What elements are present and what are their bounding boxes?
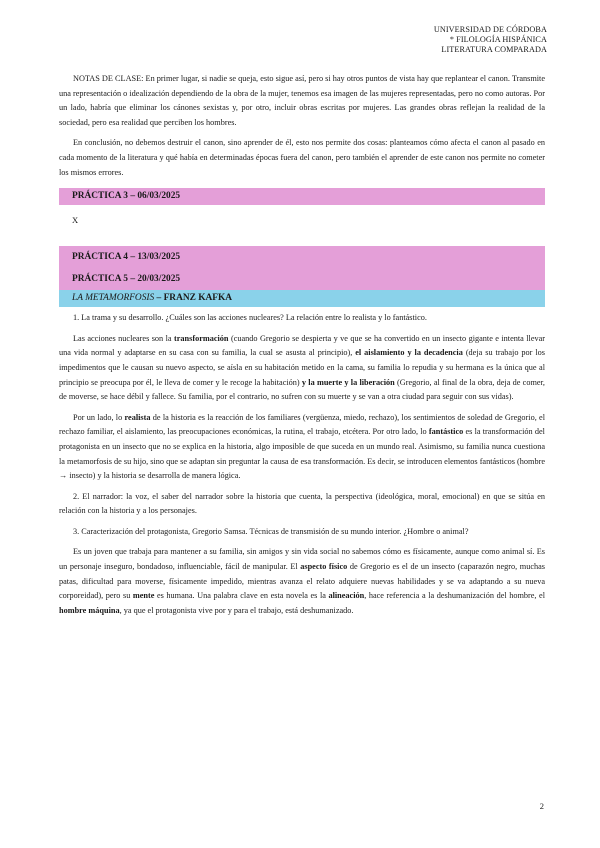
term-transformacion: transformación [173, 333, 229, 343]
answer-3-character: Es un joven que trabaja para mantener a su familia, sin amigos y sin vida social no sabemos cómo es físicamente, aunque como animal sí. Es un personaje inseguro, bondadoso, influenciable, fácil de manipular. El aspecto físico de Gregorio es el de un insecto (caparazón negro, muchas patas, dificultad para moverse, físicamente impedido, mientras avanza el relato adquiere nuevas habilidades y se va adaptando a su nueva corporeidad), pero su mente es humana. Una palabra clave en esta novela es la alineación, hace referencia a la deshumanización del hombre, el hombre máquina, ya que el protagonista vive por y para el trabajo, está deshumanizado. [59, 547, 545, 615]
practica-4-heading: PRÁCTICA 4 – 13/03/2025 [59, 246, 545, 268]
header-degree: * FILOLOGÍA HISPÁNICA [449, 35, 547, 45]
header-university: UNIVERSIDAD DE CÓRDOBA [433, 25, 547, 34]
term-fantastico: fantástico [428, 427, 464, 437]
question-2: 2. El narrador: la voz, el saber del narrador sobre la historia que cuenta, la perspectiva (ideológica, moral, emocional) en que se sitúa en relación con la historia y a los personajes. [59, 491, 545, 516]
question-1: 1. La trama y su desarrollo. ¿Cuáles son las acciones nucleares? La relación entre lo realista y lo fantástico. [73, 313, 427, 323]
term-muerte-liberacion: y la muerte y la liberación [301, 377, 395, 387]
work-title-heading [59, 290, 545, 307]
practica-5-heading: PRÁCTICA 5 – 20/03/2025 [59, 268, 545, 290]
title-separator: – [154, 293, 164, 304]
practica-3-content: X [72, 215, 79, 226]
answer-1-nuclear-actions: Las acciones nucleares son la transformación (cuando Gregorio se despierta y ve que se ha convertido en un insecto gigante e intenta llevar una vida normal y adaptarse en su casa con su familia, la cual se asusta al principio), el aislamiento y la decadencia (deja su trabajo por los impedimentos que le causan su nuevo aspecto, se aísla en su habitación metido en la cama, su familia lo repudia y su hermana es la única que al principio se preocupa por él, le lleva de comer y le recoge la habitación) y la muerte y la liberación (Gregorio, al final de la obra, deja de comer, de moverse, se hace débil y fallece. Su familia, por el contrario, no sufren con su muerte y se van a otra ciudad para seguir con sus vidas). [59, 333, 546, 402]
header-subject: LITERATURA COMPARADA [441, 45, 547, 55]
term-realista: realista [124, 412, 151, 422]
term-aspecto-fisico: aspecto físico [300, 562, 348, 572]
term-aislamiento: el aislamiento y la decadencia [355, 348, 463, 358]
work-title: LA METAMORFOSIS [72, 293, 155, 304]
page-number: 2 [539, 801, 544, 811]
answer-1-realist-fantastic: Por un lado, lo realista de la historia es la reacción de los familiares (vergüenza, miedo, rechazo), los sentimientos de soledad de Gregorio, el rechazo familiar, el aislamiento, las preocupaciones económicas, la rutina, el trabajo, etcétera. Por otro lado, lo fantástico es la transformación del protagonista en un insecto que no se explica en la historia, algo imposible de que suceda en un mundo real. Asimismo, su familia nunca cuestiona la metamorfosis de su hijo, sino que se adaptan sin preguntar la causa de esa transformación. Es decir, se introducen elementos fantásticos (hombre → insecto) y la historia se desarrolla de manera lógica. [59, 412, 545, 481]
conclusion-paragraph: En conclusión, no debemos destruir el canon, sino aprender de él, esto nos permite dos cosas: planteamos cómo afecta el canon al pasado en cada momento de la literatura y qué había en determinadas épocas fuera del canon, pero también el aprender de este canon nos permite no cometer los mismos errores. [59, 138, 545, 177]
question-3: 3. Caracterización del protagonista, Gregorio Samsa. Técnicas de transmisión de su mundo interior. ¿Hombre o animal? [73, 526, 469, 536]
class-notes-paragraph: NOTAS DE CLASE: En primer lugar, si nadie se queja, esto sigue así, pero si hay otros puntos de vista hay que replantear el canon. Transmite una representación o idealización dependiendo de la obra de la mujer, tenemos esa imagen de las mujeres representadas, pero no como autoras. Por un lado, habría que eliminar los cánones sexistas y, por otro, incluir obras escritas por mujeres. Las grandes obras reflejan la realidad de la sociedad, pero esa realidad que perciben los hombres. [59, 74, 545, 127]
work-author: FRANZ KAFKA [163, 293, 233, 304]
term-mente: mente [132, 591, 155, 601]
document-header [434, 25, 547, 56]
term-hombre-maquina: hombre máquina [59, 605, 120, 615]
practica-3-heading: PRÁCTICA 3 – 06/03/2025 [59, 188, 545, 205]
document-body [59, 72, 545, 618]
term-alineacion: alineación [328, 591, 365, 601]
